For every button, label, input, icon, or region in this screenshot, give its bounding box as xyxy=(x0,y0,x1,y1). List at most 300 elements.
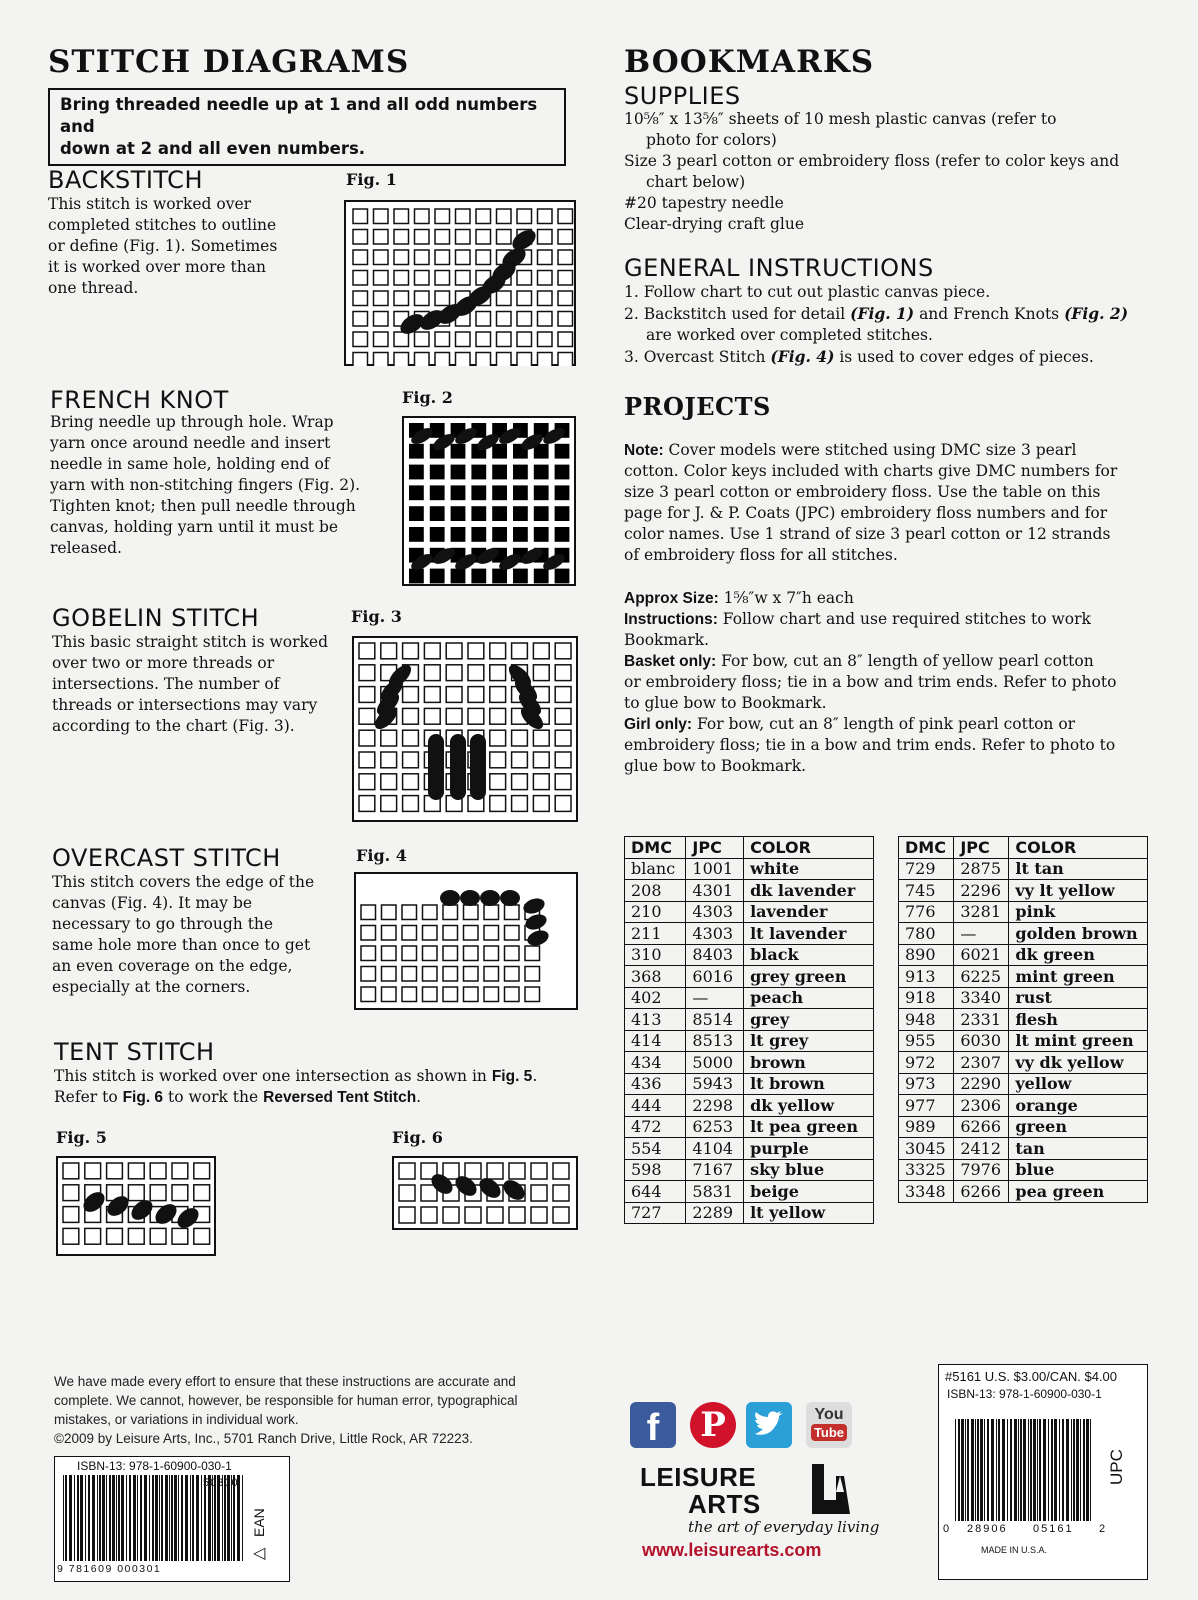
canvas-hole xyxy=(353,209,368,224)
canvas-hole xyxy=(456,209,471,224)
youtube-icon[interactable] xyxy=(806,1402,852,1448)
supplies-list xyxy=(624,109,1164,235)
instruction-item: 3. Overcast Stitch xyxy=(624,348,771,366)
barcode-bar xyxy=(1073,1419,1075,1521)
canvas-hole xyxy=(382,946,397,961)
canvas-hole xyxy=(381,752,397,768)
table-row xyxy=(899,1052,1148,1074)
canvas-hole xyxy=(63,1207,79,1223)
canvas-hole xyxy=(150,1185,166,1201)
canvas-hole xyxy=(484,987,499,1002)
barcode-bar xyxy=(85,1475,86,1561)
canvas-hole xyxy=(353,353,368,367)
canvas-hole xyxy=(476,312,491,327)
canvas-hole xyxy=(394,230,409,245)
canvas-hole xyxy=(471,485,486,500)
jpc-cell: 6266 xyxy=(954,1116,1009,1138)
text-line: glue bow to Bookmark. xyxy=(624,757,807,775)
canvas-hole xyxy=(430,485,445,500)
canvas-hole xyxy=(128,1163,144,1179)
canvas-hole xyxy=(381,730,397,746)
canvas-hole xyxy=(403,730,419,746)
canvas-hole xyxy=(558,230,573,245)
dmc-cell: 972 xyxy=(899,1052,954,1074)
text-line: needle in same hole, holding end of xyxy=(50,455,330,473)
canvas-hole xyxy=(558,291,573,306)
column-header: COLOR xyxy=(744,837,874,859)
color-cell: beige xyxy=(744,1181,874,1203)
pinterest-icon[interactable]: P xyxy=(690,1402,736,1448)
disclaimer xyxy=(54,1372,594,1448)
barcode-bar xyxy=(97,1475,98,1561)
barcode-bar xyxy=(1090,1419,1091,1521)
color-cell: dk green xyxy=(1009,944,1148,966)
barcode-bar xyxy=(987,1419,989,1521)
canvas-hole xyxy=(353,230,368,245)
color-cell: lt lavender xyxy=(744,923,874,945)
text-line: an even coverage on the edge, xyxy=(52,957,293,975)
barcode-bar xyxy=(192,1475,194,1561)
canvas-hole xyxy=(476,209,491,224)
text-line: color names. Use 1 strand of size 3 pearl cotton or 12 strands xyxy=(624,525,1111,543)
canvas-hole xyxy=(492,465,507,480)
color-cell: golden brown xyxy=(1009,923,1148,945)
dmc-cell: 444 xyxy=(625,1095,686,1117)
canvas-hole xyxy=(359,687,375,703)
canvas-hole xyxy=(409,569,424,584)
canvas-hole xyxy=(381,643,397,659)
canvas-hole xyxy=(456,230,471,245)
table-row xyxy=(625,1073,874,1095)
table-row xyxy=(899,1073,1148,1095)
canvas-hole xyxy=(538,271,553,286)
canvas-hole xyxy=(359,643,375,659)
dmc-cell: 776 xyxy=(899,901,954,923)
canvas-hole xyxy=(423,926,438,941)
canvas-hole xyxy=(538,312,553,327)
intro-text: even xyxy=(226,139,272,158)
canvas-hole xyxy=(531,1185,547,1201)
table-row xyxy=(625,880,874,902)
text-line: especially at the corners. xyxy=(52,978,251,996)
canvas-hole xyxy=(490,708,506,724)
text-line: This stitch covers the edge of the xyxy=(52,873,315,891)
canvas-hole xyxy=(497,332,512,347)
dmc-cell: 977 xyxy=(899,1095,954,1117)
canvas-hole xyxy=(538,230,553,245)
barcode-bar xyxy=(961,1419,964,1521)
fig5-diagram xyxy=(56,1156,216,1256)
canvas-hole xyxy=(558,312,573,327)
text-line: released. xyxy=(50,539,122,557)
canvas-hole xyxy=(361,967,376,982)
barcode-bar xyxy=(1037,1419,1038,1521)
barcode-bar xyxy=(242,1475,243,1561)
canvas-hole xyxy=(63,1163,79,1179)
barcode-bar xyxy=(185,1475,188,1561)
canvas-hole xyxy=(497,312,512,327)
barcode-bar xyxy=(201,1475,202,1561)
barcode-bar xyxy=(137,1475,138,1561)
canvas-hole xyxy=(471,506,486,521)
canvas-hole xyxy=(435,271,450,286)
triangle-icon: ◁ xyxy=(253,1543,266,1562)
canvas-hole xyxy=(394,250,409,265)
canvas-hole xyxy=(451,506,466,521)
table-row xyxy=(625,1030,874,1052)
table-row xyxy=(625,901,874,923)
table-row xyxy=(625,1202,874,1224)
general-instructions-heading: GENERAL INSTRUCTIONS xyxy=(624,254,934,282)
canvas-hole xyxy=(468,687,484,703)
canvas-hole xyxy=(435,291,450,306)
canvas-hole xyxy=(484,905,499,920)
canvas-hole xyxy=(553,1207,569,1223)
barcode-bar xyxy=(965,1419,966,1521)
barcode-bar xyxy=(116,1475,117,1561)
canvas-hole xyxy=(194,1163,210,1179)
canvas-hole xyxy=(538,291,553,306)
fig3-diagram xyxy=(352,636,578,822)
canvas-hole xyxy=(394,353,409,367)
french-knot-text xyxy=(50,412,380,559)
canvas-hole xyxy=(476,353,491,367)
fig3-label: Fig. 3 xyxy=(351,607,402,626)
text-line: This stitch is worked over xyxy=(48,195,252,213)
canvas-hole xyxy=(451,569,466,584)
intro-text: and all xyxy=(152,139,227,158)
canvas-hole xyxy=(509,1207,525,1223)
fig6-diagram xyxy=(392,1156,578,1230)
text-line: same hole more than once to get xyxy=(52,936,311,954)
barcode-bar xyxy=(190,1475,191,1561)
dmc-cell: 402 xyxy=(625,987,686,1009)
barcode-bar xyxy=(152,1475,154,1561)
color-cell: vy lt yellow xyxy=(1009,880,1148,902)
canvas-hole xyxy=(409,444,424,459)
twitter-icon[interactable] xyxy=(746,1402,792,1448)
canvas-hole xyxy=(399,1207,415,1223)
stitch-diagrams-title: STITCH DIAGRAMS xyxy=(48,44,410,80)
jpc-cell: 6016 xyxy=(686,966,744,988)
barcode-bar xyxy=(178,1475,179,1561)
canvas-hole xyxy=(558,353,573,367)
canvas-hole xyxy=(555,708,571,724)
color-cell: black xyxy=(744,944,874,966)
canvas-hole xyxy=(505,967,520,982)
barcode-bar xyxy=(69,1475,72,1561)
canvas-hole xyxy=(415,271,430,286)
gobelin-text xyxy=(52,632,352,737)
jpc-cell: 4303 xyxy=(686,901,744,923)
jpc-cell: 7167 xyxy=(686,1159,744,1181)
instruction-item: is used to cover edges of pieces. xyxy=(834,348,1094,366)
color-cell: flesh xyxy=(1009,1009,1148,1031)
canvas-hole xyxy=(555,752,571,768)
canvas-hole xyxy=(63,1185,79,1201)
dmc-cell: 598 xyxy=(625,1159,686,1181)
canvas-hole xyxy=(533,774,549,790)
barcode-bar xyxy=(149,1475,150,1561)
disclaimer-line: complete. We cannot, however, be responsible for human error, typographical xyxy=(54,1393,518,1408)
fig1-diagram xyxy=(344,200,576,366)
canvas-hole xyxy=(402,987,417,1002)
canvas-hole xyxy=(451,444,466,459)
stitch-mark xyxy=(450,734,466,800)
canvas-hole xyxy=(403,687,419,703)
gobelin-heading: GOBELIN STITCH xyxy=(52,604,260,632)
canvas-hole xyxy=(555,730,571,746)
canvas-hole xyxy=(533,730,549,746)
canvas-hole xyxy=(381,774,397,790)
canvas-hole xyxy=(430,506,445,521)
canvas-hole xyxy=(484,967,499,982)
canvas-hole xyxy=(553,1163,569,1179)
instruction-item: are worked over completed stitches. xyxy=(646,326,933,344)
size-label: Approx Size: xyxy=(624,590,719,607)
barcode-bar xyxy=(1043,1419,1046,1521)
tagline: the art of everyday living xyxy=(688,1518,880,1536)
text-line: 1⅝″w x 7″h each xyxy=(718,589,854,607)
dmc-cell: 434 xyxy=(625,1052,686,1074)
canvas-hole xyxy=(492,527,507,542)
upc-barcode-box xyxy=(938,1364,1148,1580)
canvas-hole xyxy=(555,444,570,459)
color-cell: lavender xyxy=(744,901,874,923)
barcode-bar xyxy=(1086,1419,1089,1521)
barcode-bar xyxy=(1010,1419,1012,1521)
barcode-bar xyxy=(171,1475,173,1561)
jpc-cell: 8514 xyxy=(686,1009,744,1031)
canvas-hole xyxy=(517,332,532,347)
canvas-hole xyxy=(435,332,450,347)
barcode-bar xyxy=(63,1475,64,1561)
jpc-cell: 5000 xyxy=(686,1052,744,1074)
canvas-hole xyxy=(492,506,507,521)
barcode-bar xyxy=(1062,1419,1064,1521)
canvas-hole xyxy=(471,465,486,480)
stitch-mark xyxy=(470,734,486,800)
barcode-bar xyxy=(1039,1419,1041,1521)
jpc-cell: 2298 xyxy=(686,1095,744,1117)
canvas-hole xyxy=(558,250,573,265)
table-row xyxy=(625,966,874,988)
jpc-cell: 2331 xyxy=(954,1009,1009,1031)
canvas-hole xyxy=(534,465,549,480)
column-header: JPC xyxy=(954,837,1009,859)
dmc-cell: 413 xyxy=(625,1009,686,1031)
table-row xyxy=(899,1138,1148,1160)
canvas-hole xyxy=(403,708,419,724)
barcode-bar xyxy=(1066,1419,1069,1521)
barcode-bar xyxy=(967,1419,969,1521)
instructions-label: Instructions: xyxy=(624,611,718,628)
canvas-hole xyxy=(85,1163,101,1179)
dmc-cell: 918 xyxy=(899,987,954,1009)
canvas-hole xyxy=(399,1163,415,1179)
canvas-hole xyxy=(464,967,479,982)
canvas-hole xyxy=(492,485,507,500)
color-cell: pink xyxy=(1009,901,1148,923)
canvas-hole xyxy=(531,1163,547,1179)
canvas-hole xyxy=(359,665,375,681)
color-cell: sky blue xyxy=(744,1159,874,1181)
dmc-cell: 3348 xyxy=(899,1181,954,1203)
canvas-hole xyxy=(555,527,570,542)
projects-note xyxy=(624,440,1184,566)
canvas-hole xyxy=(409,485,424,500)
canvas-hole xyxy=(533,796,549,812)
canvas-hole xyxy=(409,506,424,521)
supply-item: photo for colors) xyxy=(646,131,777,149)
canvas-hole xyxy=(443,1207,459,1223)
canvas-hole xyxy=(430,465,445,480)
dmc-cell: 368 xyxy=(625,966,686,988)
ean-digits: 9 781609 000301 xyxy=(57,1563,162,1575)
fig-ref: (Fig. 1) xyxy=(850,304,915,323)
text-line: or define (Fig. 1). Sometimes xyxy=(48,237,278,255)
french-knot-heading: FRENCH KNOT xyxy=(50,386,229,414)
canvas-hole xyxy=(497,230,512,245)
canvas-hole xyxy=(394,209,409,224)
youtube-text: You xyxy=(814,1406,844,1423)
canvas-hole xyxy=(359,796,375,812)
color-cell: orange xyxy=(1009,1095,1148,1117)
table-row xyxy=(625,858,874,880)
canvas-hole xyxy=(402,905,417,920)
fig2-label: Fig. 2 xyxy=(402,388,453,407)
canvas-hole xyxy=(490,796,506,812)
text-line: . xyxy=(532,1067,538,1085)
fig-ref: (Fig. 4) xyxy=(770,347,835,366)
barcode-bar xyxy=(1018,1419,1019,1521)
canvas-hole xyxy=(512,643,528,659)
canvas-hole xyxy=(484,946,499,961)
canvas-hole xyxy=(456,250,471,265)
color-cell: mint green xyxy=(1009,966,1148,988)
dmc-cell: 554 xyxy=(625,1138,686,1160)
brand-logo xyxy=(640,1462,761,1520)
jpc-cell: 4301 xyxy=(686,880,744,902)
canvas-hole xyxy=(435,250,450,265)
barcode-bar xyxy=(1033,1419,1036,1521)
fig6-label: Fig. 6 xyxy=(392,1128,443,1147)
canvas-hole xyxy=(558,271,573,286)
table-row xyxy=(625,923,874,945)
canvas-hole xyxy=(443,946,458,961)
text-line: Bookmark. xyxy=(624,631,710,649)
canvas-hole xyxy=(423,946,438,961)
canvas-hole xyxy=(517,312,532,327)
jpc-cell: 6266 xyxy=(954,1181,1009,1203)
canvas-hole xyxy=(464,926,479,941)
canvas-hole xyxy=(531,1207,547,1223)
canvas-hole xyxy=(374,353,389,367)
canvas-hole xyxy=(409,465,424,480)
stitch-mark xyxy=(428,734,444,800)
canvas-hole xyxy=(464,946,479,961)
barcode-bar xyxy=(1051,1419,1053,1521)
barcode-bar xyxy=(88,1475,90,1561)
jpc-cell: 1001 xyxy=(686,858,744,880)
brand-word: ARTS xyxy=(688,1489,761,1519)
canvas-hole xyxy=(435,230,450,245)
text-line: Follow chart and use required stitches to work xyxy=(717,610,1091,628)
canvas-hole xyxy=(538,209,553,224)
canvas-hole xyxy=(555,774,571,790)
intro-text: down at xyxy=(60,139,141,158)
canvas-hole xyxy=(468,643,484,659)
canvas-hole xyxy=(490,687,506,703)
canvas-hole xyxy=(517,271,532,286)
table-row xyxy=(899,944,1148,966)
canvas-hole xyxy=(194,1185,210,1201)
canvas-hole xyxy=(471,569,486,584)
dmc-cell: 890 xyxy=(899,944,954,966)
canvas-hole xyxy=(435,209,450,224)
text-line: according to the chart (Fig. 3). xyxy=(52,717,295,735)
dmc-cell: 973 xyxy=(899,1073,954,1095)
text-line: This stitch is worked over one intersection as shown in xyxy=(54,1067,492,1085)
reversed-tent-ref: Reversed Tent Stitch xyxy=(263,1089,417,1106)
table-row xyxy=(625,944,874,966)
canvas-hole xyxy=(476,230,491,245)
canvas-hole xyxy=(465,1207,481,1223)
jpc-cell: 2296 xyxy=(954,880,1009,902)
dmc-cell: 3325 xyxy=(899,1159,954,1181)
jpc-cell: 8403 xyxy=(686,944,744,966)
barcode-bar xyxy=(980,1419,983,1521)
brand-word: LEISURE xyxy=(640,1462,757,1492)
canvas-hole xyxy=(538,353,553,367)
fig-ref: Fig. 5 xyxy=(491,1068,533,1085)
table-row xyxy=(899,880,1148,902)
barcode-bar xyxy=(1014,1419,1017,1521)
website-link[interactable]: www.leisurearts.com xyxy=(642,1540,822,1560)
canvas-hole xyxy=(361,905,376,920)
barcode-bar xyxy=(1071,1419,1072,1521)
facebook-icon[interactable]: f xyxy=(630,1402,676,1448)
table-row xyxy=(625,1009,874,1031)
jpc-cell: 2412 xyxy=(954,1138,1009,1160)
text-line: one thread. xyxy=(48,279,139,297)
canvas-hole xyxy=(505,905,520,920)
canvas-hole xyxy=(451,485,466,500)
canvas-hole xyxy=(497,209,512,224)
made-in: MADE IN U.S.A. xyxy=(981,1545,1048,1555)
canvas-hole xyxy=(423,905,438,920)
canvas-hole xyxy=(468,708,484,724)
color-table-left xyxy=(624,836,874,1224)
canvas-hole xyxy=(517,353,532,367)
jpc-cell: 8513 xyxy=(686,1030,744,1052)
table-row xyxy=(899,901,1148,923)
intro-text: 1 xyxy=(328,95,341,114)
canvas-hole xyxy=(490,774,506,790)
bookmarks-title: BOOKMARKS xyxy=(624,44,875,80)
ean-addon: 50300 xyxy=(203,1477,239,1489)
canvas-hole xyxy=(446,687,462,703)
canvas-hole xyxy=(443,967,458,982)
backstitch-heading: BACKSTITCH xyxy=(48,166,203,194)
color-cell: lt pea green xyxy=(744,1116,874,1138)
fig5-label: Fig. 5 xyxy=(56,1128,107,1147)
canvas-hole xyxy=(471,527,486,542)
canvas-hole xyxy=(382,926,397,941)
canvas-hole xyxy=(399,1185,415,1201)
canvas-hole xyxy=(555,665,571,681)
canvas-hole xyxy=(374,271,389,286)
